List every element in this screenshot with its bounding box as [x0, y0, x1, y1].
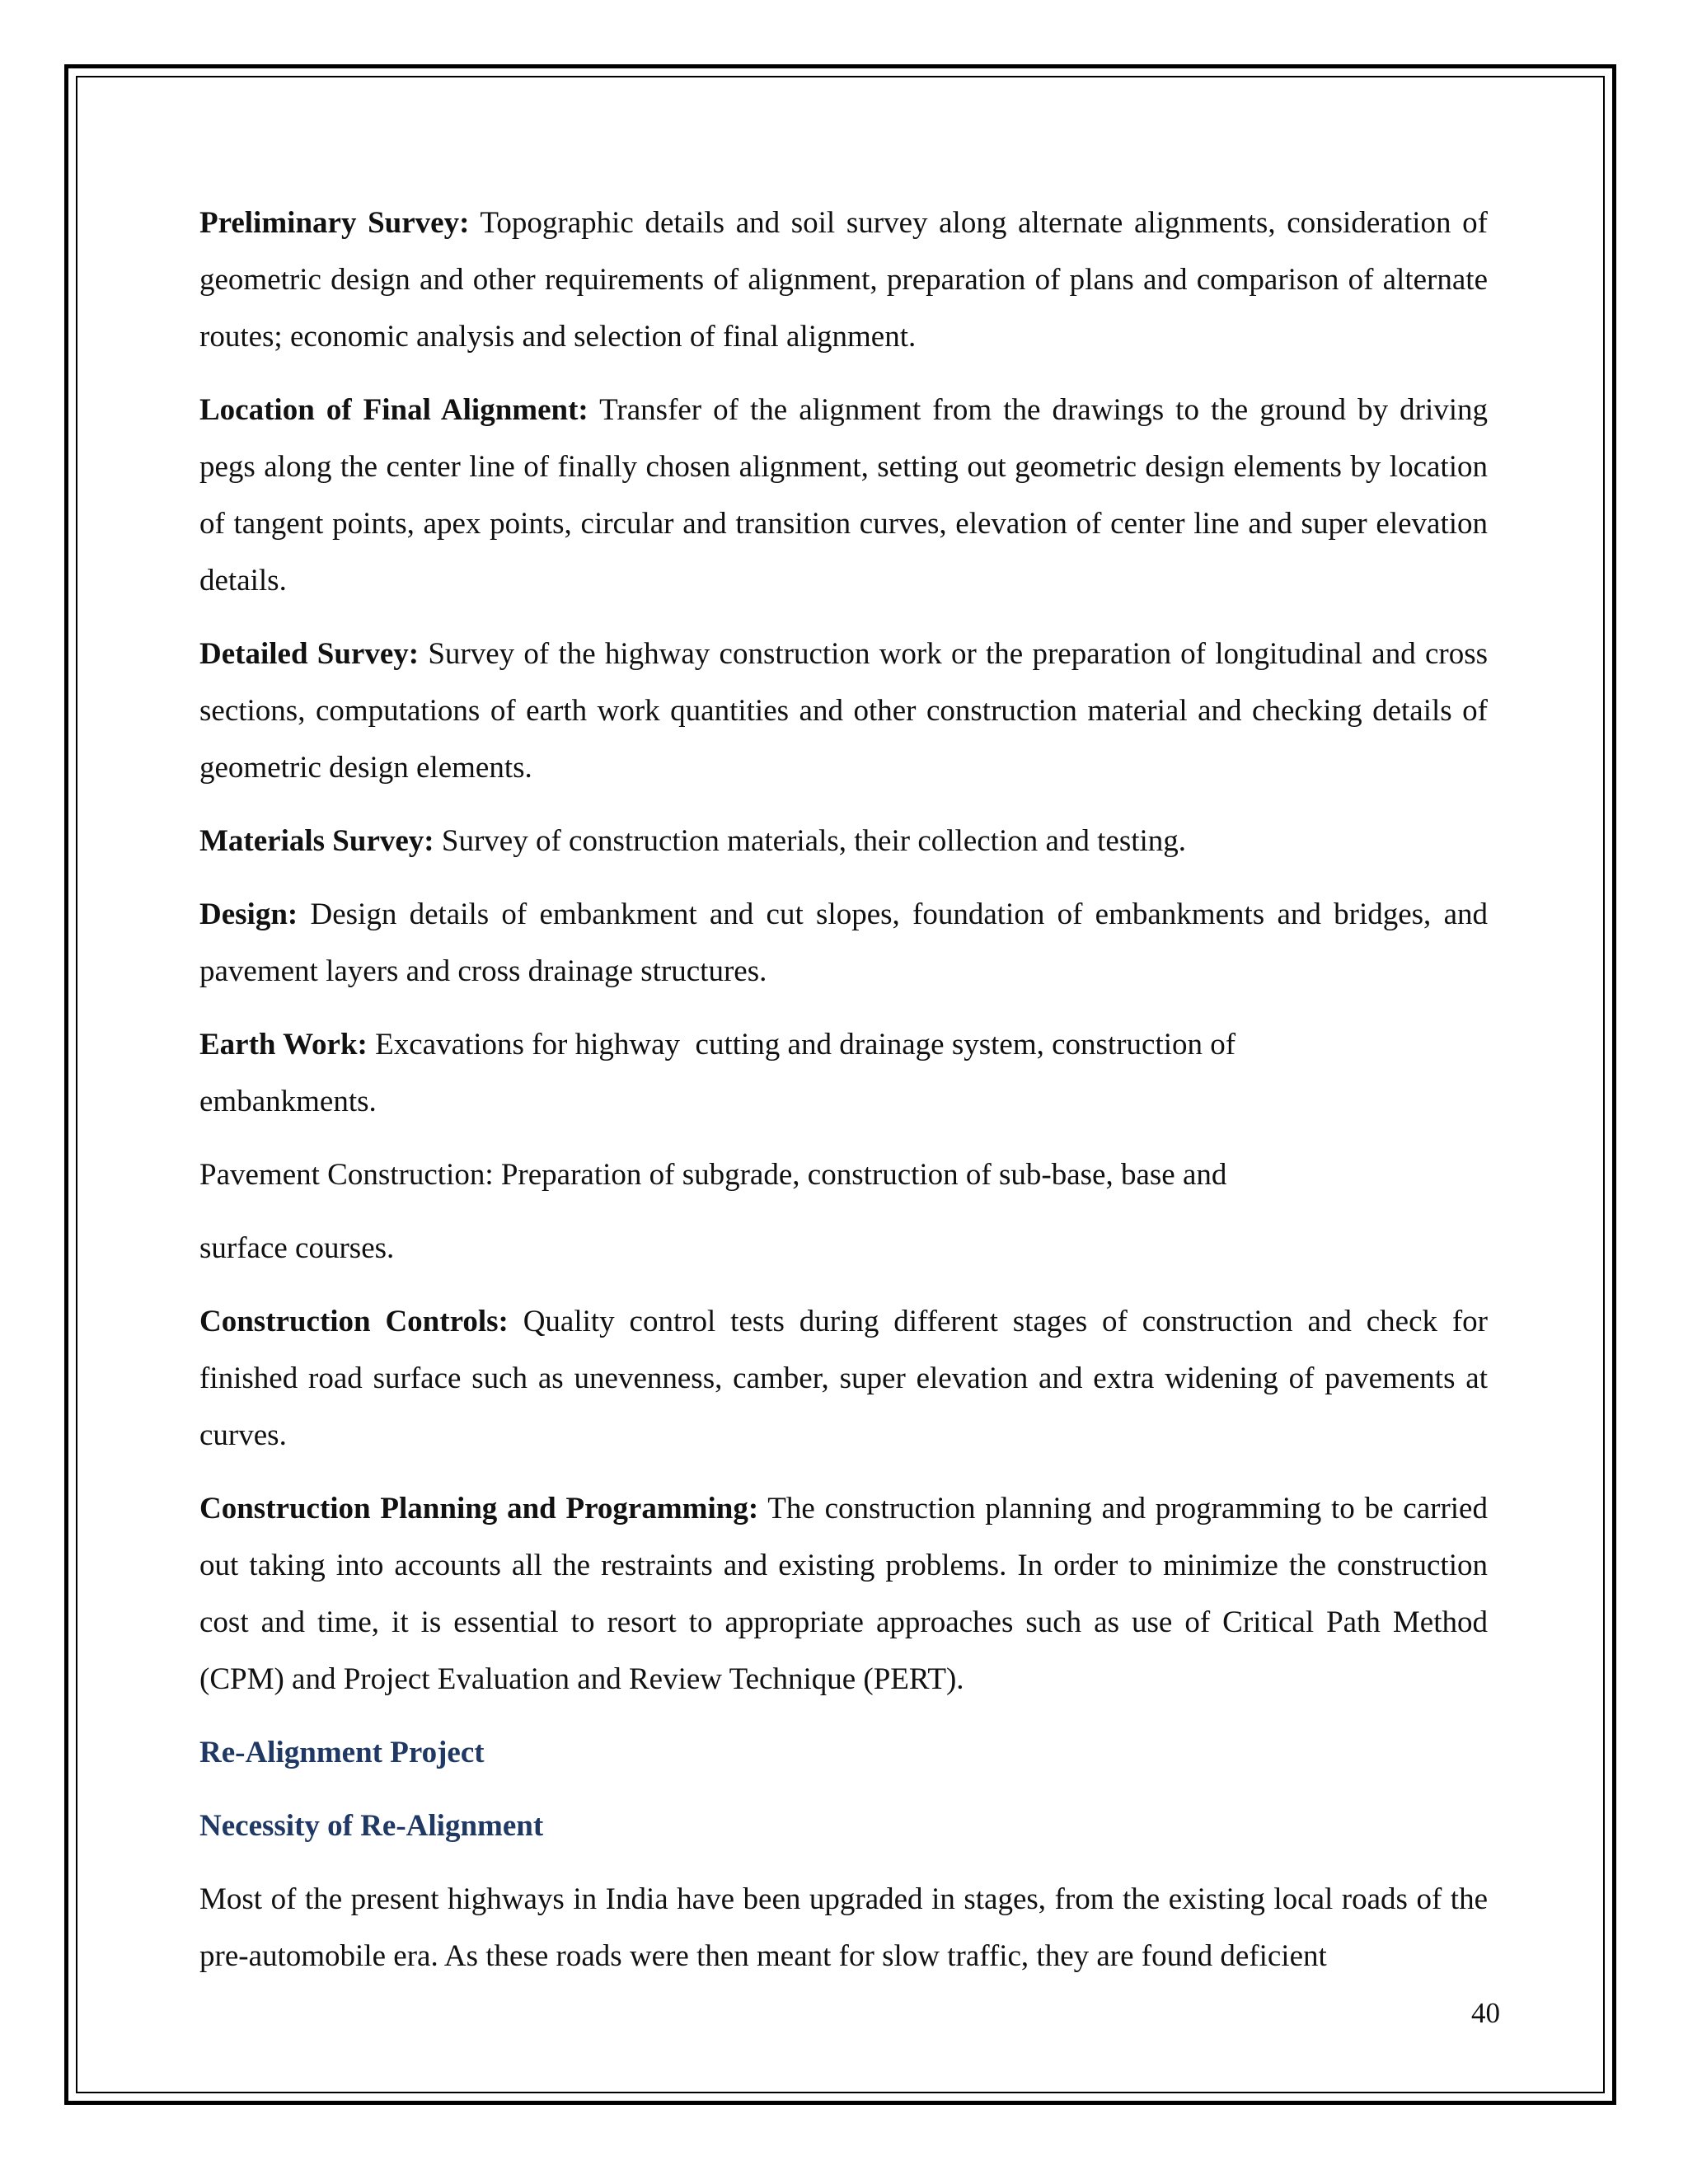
pavement-construction-line-2: surface courses. [199, 1231, 395, 1265]
design-paragraph [199, 886, 1488, 1000]
final-alignment-text: Transfer of the alignment from the drawings to the ground by driving pegs along the center line of finally chosen alignment, setting out geometric design elements by location of tangent points, apex points, circular and transition curves, elevation of center line and super elevation details. [199, 393, 1489, 598]
preliminary-survey-paragraph [199, 194, 1488, 365]
construction-planning-title: Construction Planning and Programming: [199, 1492, 759, 1526]
construction-controls-text: Quality control tests during different stages of construction and check for finished road surface such as unevenness, camber, super elevation and extra widening of pavements at curves. [199, 1305, 1488, 1452]
necessity-heading: Necessity of Re-Alignment [199, 1809, 544, 1843]
construction-controls-title: Construction Controls: [199, 1305, 509, 1338]
design-title: Design: [199, 898, 298, 931]
closing-paragraph: Most of the present highways in India have been upgraded in stages, from the existing local roads of the pre-automobile era. As these roads were then meant for slow traffic, they are found deficient [199, 1882, 1488, 1973]
pavement-construction-line-1: Pavement Construction: Preparation of subgrade, construction of sub-base, base and [199, 1158, 1227, 1192]
page-number: 40 [1471, 1997, 1500, 2029]
final-alignment-title: Location of Final Alignment: [199, 393, 588, 427]
detailed-survey-text: Survey of the highway construction work or the preparation of longitudinal and cross sections, computations of earth work quantities and other construction material and checking details of geometric design elements. [199, 637, 1488, 785]
preliminary-survey-text: Topographic details and soil survey along alternate alignments, consideration of geometric design and other requirements of alignment, preparation of plans and comparison of alternate routes; economic analysis and selection of final alignment. [199, 206, 1488, 354]
construction-controls-paragraph [199, 1293, 1488, 1464]
materials-survey-title: Materials Survey: [199, 824, 434, 858]
materials-survey-text: Survey of construction materials, their collection and testing. [434, 824, 1187, 858]
materials-survey-paragraph [199, 813, 1488, 869]
earth-work-text: Excavations for highway cutting and drainage system, construction of embankments. [199, 1028, 1244, 1118]
preliminary-survey-title: Preliminary Survey: [199, 206, 470, 240]
realignment-project-heading: Re-Alignment Project [199, 1736, 485, 1769]
earth-work-title: Earth Work: [199, 1028, 368, 1062]
final-alignment-paragraph [199, 382, 1488, 609]
page-content [199, 194, 1488, 2001]
construction-planning-paragraph [199, 1480, 1488, 1708]
earth-work-paragraph [199, 1016, 1345, 1130]
construction-planning-text: The construction planning and programming to be carried out taking into accounts all the restraints and existing problems. In order to minimize the construction cost and time, it is essential to resort to appropriate approaches such as use of Critical Path Method (CPM) and Project Evaluation and Review Technique (PERT). [199, 1492, 1488, 1696]
detailed-survey-title: Detailed Survey: [199, 637, 420, 671]
design-text: Design details of embankment and cut slopes, foundation of embankments and bridges, and pavement layers and cross drainage structures. [199, 898, 1488, 988]
detailed-survey-paragraph [199, 626, 1488, 796]
